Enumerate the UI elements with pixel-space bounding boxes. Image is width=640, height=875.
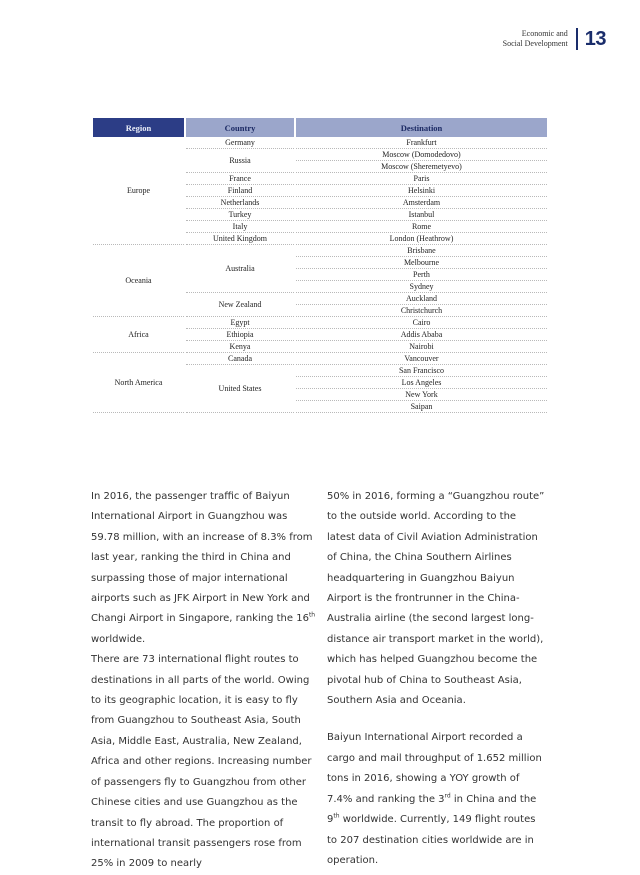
text-run: in China and the 9 [327,793,537,826]
header-region: Region [93,118,185,137]
destination-cell: Istanbul [295,209,547,221]
routes-table-container [93,118,547,413]
section-title-line1: Economic and [521,29,568,38]
country-cell: United Kingdom [185,233,295,245]
table-row [93,317,547,329]
body-column-right [327,487,547,871]
country-cell: Netherlands [185,197,295,209]
destination-cell: New York [295,389,547,401]
text-run: Baiyun International Airport recorded a cargo and mail throughput of 1.652 million tons in 2016, showing a YOY growth of 7.4% and ranking the 3 [327,732,542,805]
destination-cell: Sydney [295,281,547,293]
header-divider [576,28,578,50]
text-run: In 2016, the passenger traffic of Baiyun International Airport in Guangzhou was 59.78 million, with an increase of 8.3% from last year, ranking the third in China and surpassing those of major international airports such as JFK Airport in New York and Changi Airport in Singapore, ranking the 16 [91,491,313,625]
country-cell: Germany [185,137,295,149]
country-cell: Ethiopia [185,329,295,341]
country-cell: Turkey [185,209,295,221]
region-cell: Europe [93,137,185,245]
country-cell: France [185,173,295,185]
body-column-left [91,487,317,875]
destination-cell: Paris [295,173,547,185]
country-cell: Egypt [185,317,295,329]
destination-cell: Saipan [295,401,547,413]
country-cell: Italy [185,221,295,233]
destination-cell: Vancouver [295,353,547,365]
destination-cell: Auckland [295,293,547,305]
region-cell: Africa [93,317,185,353]
paragraph: 50% in 2016, forming a “Guangzhou route” to the outside world. According to the latest data of Civil Aviation Administration of China, the China Southern Airlines headquartering in Guangzhou Baiyun Airport is the frontrunner in the China-Australia airline (the second largest long-distance air transport market in the world), which has helped Guangzhou become the pivotal hub of China to Southeast Asia, Southern Asia and Oceania. [327,491,545,707]
destination-cell: Cairo [295,317,547,329]
destination-cell: Frankfurt [295,137,547,149]
section-title [503,29,568,49]
destination-cell: Amsterdam [295,197,547,209]
destination-cell: Rome [295,221,547,233]
text-run: worldwide. Currently, 149 flight routes to 207 destination cities worldwide are in operation. [327,814,536,866]
header-destination: Destination [295,118,547,137]
country-cell: Russia [185,149,295,173]
destination-cell: Moscow (Domodedovo) [295,149,547,161]
country-cell: Australia [185,245,295,293]
table-body [93,137,547,413]
page-number: 13 [584,27,606,50]
country-cell: New Zealand [185,293,295,317]
ordinal-suffix: rd [444,792,451,800]
destination-cell: Moscow (Sheremetyevo) [295,161,547,173]
destination-cell: Melbourne [295,257,547,269]
destination-cell: Los Angeles [295,377,547,389]
ordinal-suffix: th [333,812,340,820]
region-cell: North America [93,353,185,413]
destination-cell: Addis Ababa [295,329,547,341]
destination-cell: Perth [295,269,547,281]
destination-cell: Brisbane [295,245,547,257]
table-row [93,245,547,257]
destination-cell: Helsinki [295,185,547,197]
paragraph [327,728,547,871]
ordinal-suffix: th [308,612,316,620]
section-title-line2: Social Development [502,39,568,48]
country-cell: Kenya [185,341,295,353]
table-header-row [93,118,547,137]
paragraph [91,487,317,650]
destination-cell: London (Heathrow) [295,233,547,245]
region-cell: Oceania [93,245,185,317]
routes-table [93,118,547,413]
destination-cell: San Francisco [295,365,547,377]
header-country: Country [185,118,295,137]
destination-cell: Nairobi [295,341,547,353]
country-cell: Finland [185,185,295,197]
country-cell: United States [185,365,295,413]
destination-cell: Christchurch [295,305,547,317]
country-cell: Canada [185,353,295,365]
paragraph: There are 73 international flight routes to destinations in all parts of the world. Owing to its geographic location, it is easy to fly from Guangzhou to Southeast Asia, South Asia, Middle East, Australia, New Zealand, Africa and other regions. Increasing number of passengers fly to Guangzhou from other Chinese cities and use Guangzhou as the transit to fly abroad. The proportion of international transit passengers rose from 25% in 2009 to nearly [91,654,312,870]
page-header [503,27,606,51]
table-row [93,137,547,149]
table-row [93,353,547,365]
text-run: worldwide. [91,633,146,645]
